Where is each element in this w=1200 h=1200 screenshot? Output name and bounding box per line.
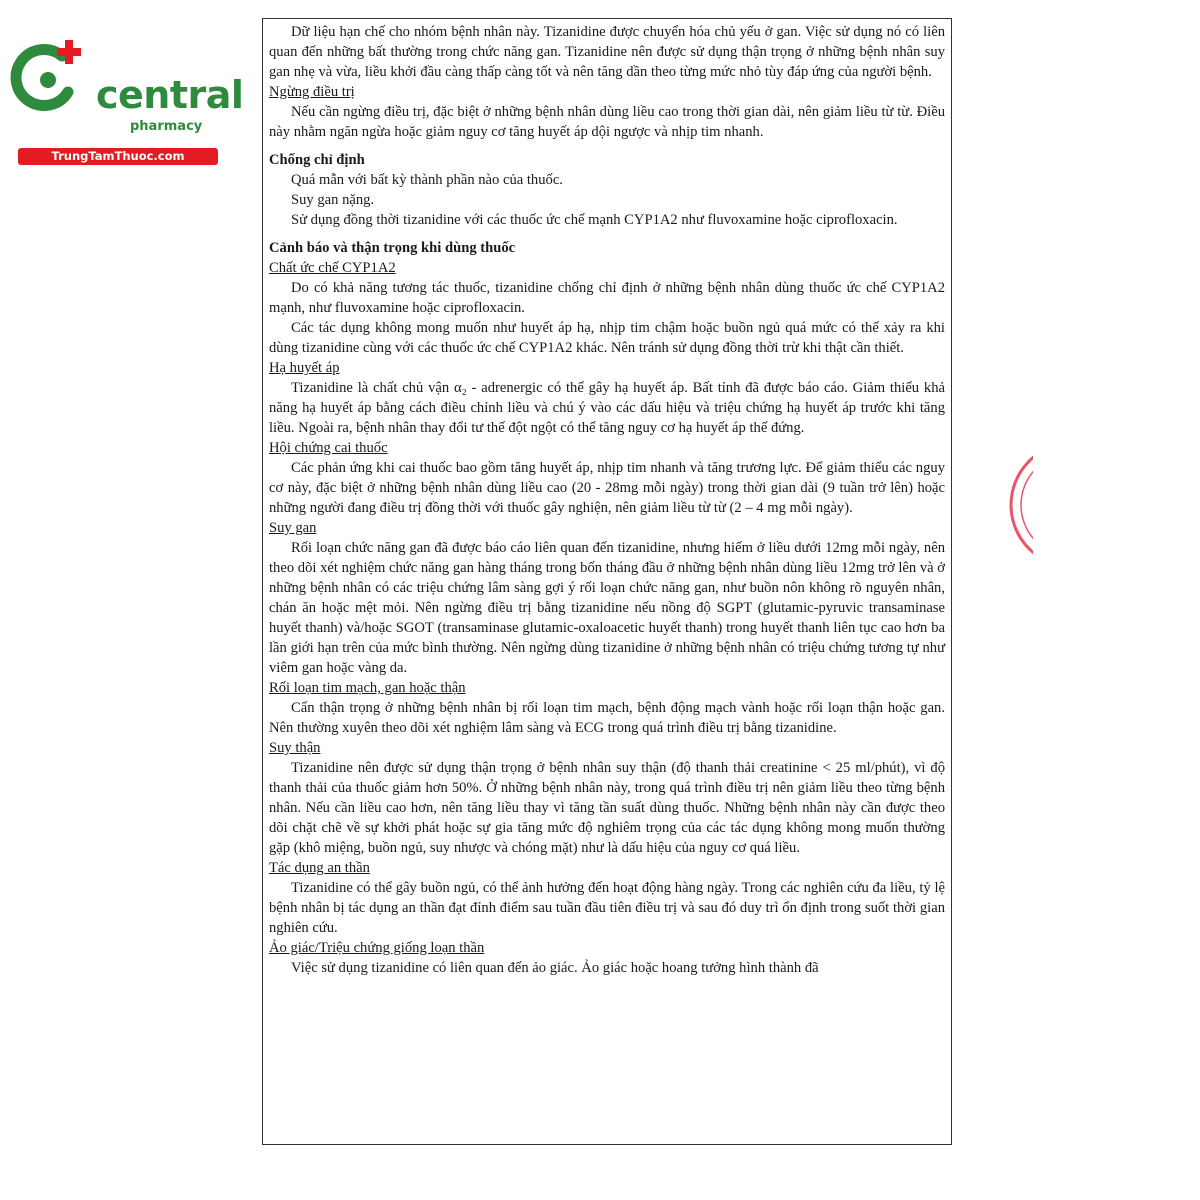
contraindication-item: Quá mẫn với bất kỳ thành phần nào của thuốc. — [291, 172, 563, 188]
stop-treatment-heading: Ngừng điều trị — [269, 84, 355, 100]
withdrawal-heading: Hội chứng cai thuốc — [269, 440, 388, 456]
renal-impairment-heading: Suy thận — [269, 740, 321, 756]
cardio-text: Cẩn thận trọng ở những bệnh nhân bị rối loạn tim mạch, bệnh động mạch vành hoặc rối loạn thận hoặc gan. Nên thường xuyên theo dõi xét nghiệm lâm sàng và ECG trong quá trình điều trị bằng tizanidine. — [269, 700, 945, 736]
contraindications-heading: Chống chỉ định — [269, 152, 365, 168]
liver-impairment-text: Rối loạn chức năng gan đã được báo cáo liên quan đến tizanidine, nhưng hiếm ở liều dưới 12mg mỗi ngày, nên theo dõi xét nghiệm chức năng gan hàng tháng trong bốn tháng đầu ở những bệnh nhân dùng liều 12mg trở lên và ở những bệnh nhân có các triệu chứng lâm sàng gợi ý rối loạn chức năng gan, như buồn nôn không rõ nguyên nhân, chán ăn hoặc mệt mỏi. Nên ngừng điều trị bằng tizanidine nếu nồng độ SGPT (glutamic-pyruvic transaminase huyết thanh) và/hoặc SGOT (transaminase glutamic-oxaloacetic huyết thanh) trong huyết thanh liên tục cao hơn ba lần giới hạn trên của mức bình thường. Nên ngừng dùng tizanidine ở những bệnh nhân có triệu chứng tương tự như viêm gan hoặc vàng da. — [269, 540, 945, 676]
brand-name: central — [96, 73, 244, 117]
sedation-text: Tizanidine có thể gây buồn ngủ, có thể ảnh hưởng đến hoạt động hàng ngày. Trong các nghiên cứu đa liều, tỷ lệ bệnh nhân bị tác dụng an thần đạt đỉnh điểm sau tuần đầu tiên điều trị và sau đó duy trì ổn định trong suốt thời gian nghiên cứu. — [269, 880, 945, 936]
contraindication-item: Sử dụng đồng thời tizanidine với các thuốc ức chế mạnh CYP1A2 như fluvoxamine hoặc ciprofloxacin. — [291, 212, 898, 228]
cyp1a2-heading: Chất ức chế CYP1A2 — [269, 260, 396, 276]
red-stamp-icon — [1003, 440, 1033, 570]
warnings-heading: Cảnh báo và thận trọng khi dùng thuốc — [269, 240, 516, 256]
brand-url[interactable]: TrungTamThuoc.com — [18, 148, 218, 165]
leaflet-page — [262, 18, 952, 1145]
brand-subtitle: pharmacy — [130, 119, 203, 134]
renal-impairment-text: Tizanidine nên được sử dụng thận trọng ở bệnh nhân suy thận (độ thanh thải creatinine < 25 ml/phút), vì độ thanh thải của thuốc giảm hơn 50%. Ở những bệnh nhân này, trong quá trình điều trị nên giảm liều theo từng bệnh nhân. Nếu cần liều cao hơn, nên tăng liều thay vì tăng tần suất dùng thuốc. Những bệnh nhân này cần được theo dõi chặt chẽ về sự khởi phát hoặc sự gia tăng mức độ nghiêm trọng của các tác dụng không mong muốn thường gặp (khô miệng, buồn ngủ, suy nhược và chóng mặt) như là dấu hiệu của nguy cơ quá liều. — [269, 760, 945, 856]
hypotension-heading: Hạ huyết áp — [269, 360, 340, 376]
cyp1a2-text-2: Các tác dụng không mong muốn như huyết áp hạ, nhịp tim chậm hoặc buồn ngủ quá mức có thể xảy ra khi dùng tizanidine cùng với các thuốc ức chế CYP1A2 khác. Nên tránh sử dụng đồng thời trừ khi thật cần thiết. — [269, 320, 945, 356]
hallucination-text: Việc sử dụng tizanidine có liên quan đến ảo giác. Ảo giác hoặc hoang tưởng hình thành đã — [291, 960, 819, 976]
sedation-heading: Tác dụng an thần — [269, 860, 370, 876]
cyp1a2-text-1: Do có khả năng tương tác thuốc, tizanidine chống chỉ định ở những bệnh nhân dùng thuốc ức chế CYP1A2 mạnh, như fluvoxamine hoặc ciprofloxacin. — [269, 280, 945, 316]
liver-impairment-heading: Suy gan — [269, 520, 317, 536]
hallucination-heading: Ảo giác/Triệu chứng giống loạn thần — [269, 940, 485, 956]
pharmacy-cross-icon — [10, 36, 90, 116]
brand-logo[interactable] — [8, 30, 244, 163]
stop-treatment-text: Nếu cần ngừng điều trị, đặc biệt ở những bệnh nhân dùng liều cao trong thời gian dài, nên giảm liều từ từ. Điều này nhằm ngăn ngừa hoặc giảm nguy cơ tăng huyết áp dội ngược và nhịp tim nhanh. — [269, 104, 945, 140]
withdrawal-text: Các phản ứng khi cai thuốc bao gồm tăng huyết áp, nhịp tim nhanh và tăng trương lực. Để giảm thiểu các nguy cơ này, đặc biệt ở những bệnh nhân dùng liều cao (20 - 28mg mỗi ngày) trong thời gian dài (9 tuần trở lên) hoặc những người đang điều trị đồng thời với thuốc gây nghiện, nên giảm liều từ từ (2 – 4 mg mỗi ngày). — [269, 460, 945, 516]
intro-paragraph: Dữ liệu hạn chế cho nhóm bệnh nhân này. Tizanidine được chuyển hóa chủ yếu ở gan. Việc sử dụng nó có liên quan đến những bất thường trong chức năng gan. Tizanidine nên được sử dụng thận trọng ở những bệnh nhân suy gan nhẹ và vừa, liều khởi đầu càng thấp càng tốt và nên tăng dần theo từng mức nhỏ tùy đáp ứng của người bệnh. — [269, 24, 945, 80]
contraindication-item: Suy gan nặng. — [291, 192, 375, 208]
cardio-heading: Rối loạn tim mạch, gan hoặc thận — [269, 680, 466, 696]
hypotension-text: Tizanidine là chất chủ vận α₂ - adrenergic có thể gây hạ huyết áp. Bất tỉnh đã được báo cáo. Giảm thiểu khả năng hạ huyết áp bằng cách điều chỉnh liều và chú ý vào các dấu hiệu và triệu chứng hạ huyết áp trước khi tăng liều. Ngoài ra, bệnh nhân thay đổi tư thế đột ngột có thể tăng nguy cơ hạ huyết áp thế đứng. — [269, 380, 945, 436]
